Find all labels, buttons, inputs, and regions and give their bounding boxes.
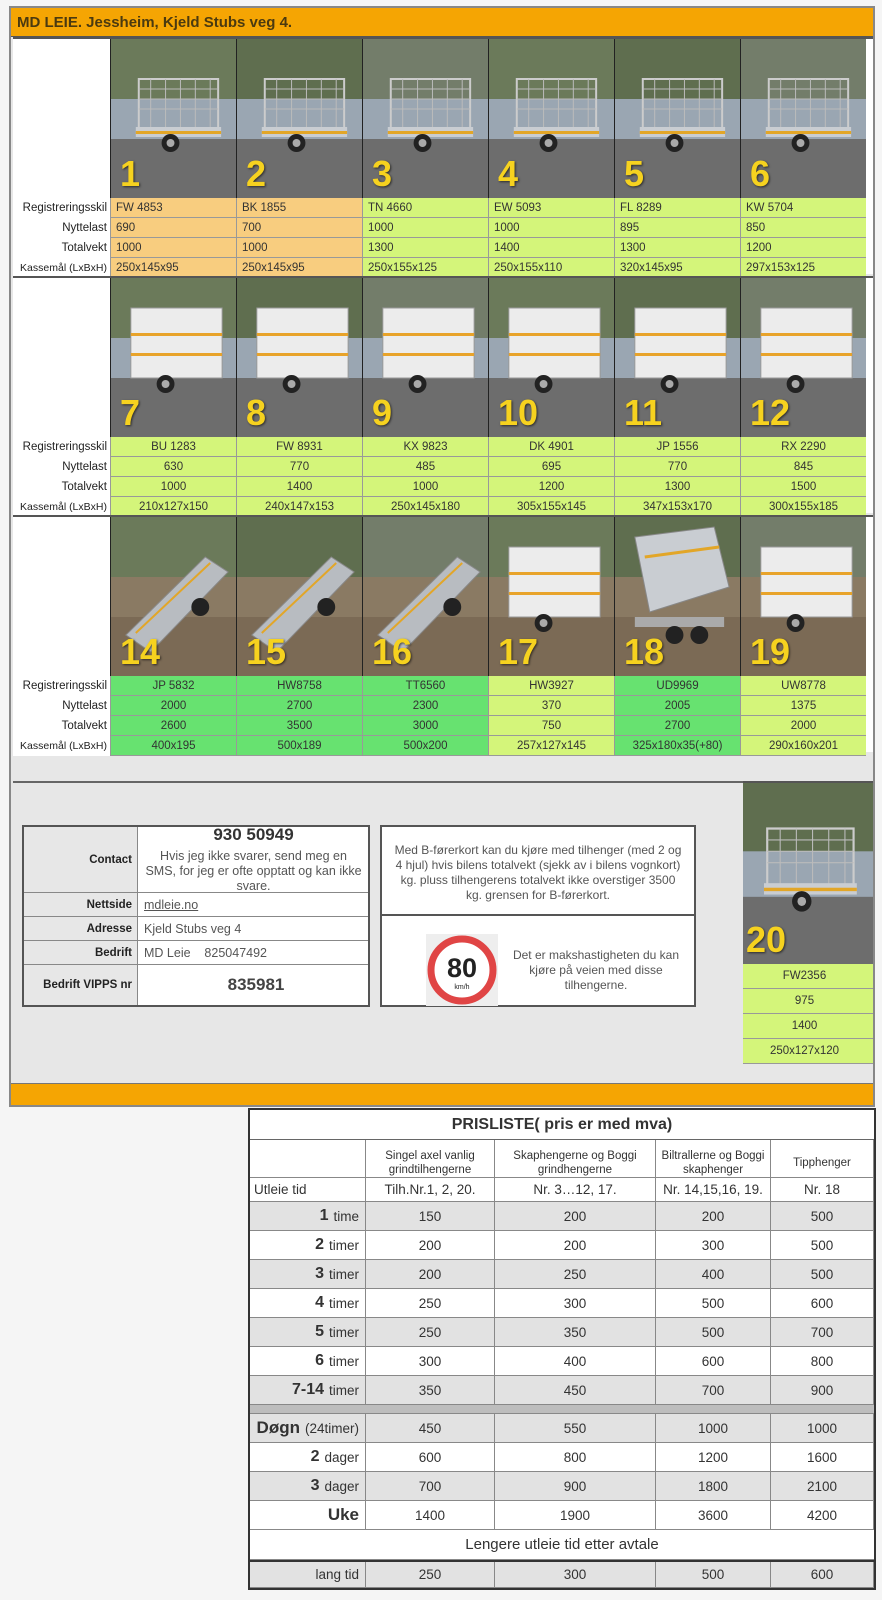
trailer-15-payload: 2700 [236,696,362,716]
trailer-photo-11 [614,278,740,437]
trailer-photo-15 [236,517,362,676]
trailer-photo-7 [110,278,236,437]
trailer-number: 7 [120,392,141,433]
price-value: 300 [366,1347,495,1376]
trailer-8-reg: FW 8931 [236,437,362,457]
price-period [250,1347,366,1376]
trailer-group-3 [13,515,873,752]
row-label-total: Totalvekt [13,477,110,497]
phone-number[interactable]: 930 50949 [213,825,294,844]
trailer-20-dims: 250x127x120 [735,1039,873,1064]
price-value: 500 [771,1260,874,1289]
trailer-photo-10 [488,278,614,437]
address-value: Kjeld Stubs veg 4 [144,921,242,936]
price-value: 200 [495,1231,656,1260]
row-label-payload: Nyttelast [13,218,110,238]
price-period [250,1231,366,1260]
row-label-reg: Registreringsskil [13,198,110,218]
period-number: Døgn [256,1418,300,1437]
price-value: 200 [656,1202,771,1231]
price-value: 500 [771,1231,874,1260]
trailer-1-total: 1000 [110,238,236,258]
trailer-10-payload: 695 [488,457,614,477]
period-unit: (24timer) [304,1420,359,1436]
price-value: 1000 [771,1414,874,1443]
trailer-number: 11 [624,392,663,433]
trailer-photo-12 [740,278,866,437]
trailer-photo-17 [488,517,614,676]
trailer-1-dims: 250x145x95 [110,258,236,278]
contact-box [22,825,370,1007]
trailer-10-total: 1200 [488,477,614,497]
price-list [248,1108,876,1590]
price-period [250,1289,366,1318]
trailer-number: 2 [246,153,267,194]
price-header-blank [250,1140,366,1178]
price-period [250,1501,366,1530]
period-number: 4 [315,1294,324,1311]
row-label-dims: Kassemål (LxBxH) [13,736,110,756]
trailer-number: 19 [750,631,791,672]
trailer-14-payload: 2000 [110,696,236,716]
trailer-19-total: 2000 [740,716,866,736]
period-number: 5 [315,1323,324,1340]
price-value: 3600 [656,1501,771,1530]
trailer-photo-9 [362,278,488,437]
trailer-number: 4 [498,153,519,194]
speed-limit-icon [426,934,498,1006]
long-term-label: lang tid [250,1562,366,1588]
price-col-trailers: Nr. 18 [771,1178,874,1202]
trailer-8-total: 1400 [236,477,362,497]
longer-rental-note: Lengere utleie tid etter avtale [250,1530,874,1560]
price-value: 1600 [771,1443,874,1472]
price-value: 400 [495,1347,656,1376]
price-value: 500 [771,1202,874,1231]
period-unit: timer [329,1382,359,1398]
trailer-20-total: 1400 [735,1014,873,1039]
trailer-5-dims: 320x145x95 [614,258,740,278]
long-term-price: 600 [771,1562,874,1588]
trailer-7-total: 1000 [110,477,236,497]
trailer-photo-3 [362,39,488,198]
price-period [250,1376,366,1405]
trailer-photo-16 [362,517,488,676]
price-value: 700 [771,1318,874,1347]
trailer-12-total: 1500 [740,477,866,497]
trailer-number: 12 [750,392,791,433]
trailer-16-reg: TT6560 [362,676,488,696]
trailer-20-reg: FW2356 [735,964,873,989]
price-value: 800 [495,1443,656,1472]
trailer-9-payload: 485 [362,457,488,477]
trailer-8-payload: 770 [236,457,362,477]
period-number: 2 [315,1236,324,1253]
price-value: 150 [366,1202,495,1231]
long-term-price: 300 [495,1562,656,1588]
trailer-7-dims: 210x127x150 [110,497,236,517]
price-value: 500 [656,1318,771,1347]
price-value: 200 [366,1231,495,1260]
price-value: 900 [495,1472,656,1501]
trailer-3-dims: 250x155x125 [362,258,488,278]
price-col-header: Singel axel vanlig grindtilhengerne [366,1140,495,1178]
trailer-2-dims: 250x145x95 [236,258,362,278]
trailer-12-reg: RX 2290 [740,437,866,457]
price-period [250,1318,366,1347]
footer-bar [11,1083,873,1105]
price-title: PRISLISTE( pris er med mva) [250,1110,874,1140]
price-period [250,1202,366,1231]
trailer-3-payload: 1000 [362,218,488,238]
trailer-11-payload: 770 [614,457,740,477]
period-number: 1 [319,1207,329,1224]
speed-text: Det er makshastigheten du kan kjøre på veien med disse tilhengerne. [512,948,680,992]
trailer-photo-5 [614,39,740,198]
trailer-photo-8 [236,278,362,437]
trailer-15-reg: HW8758 [236,676,362,696]
price-value: 450 [366,1414,495,1443]
speed-sign [426,934,498,1006]
price-period [250,1472,366,1501]
trailer-photo-19 [740,517,866,676]
trailer-7-payload: 630 [110,457,236,477]
row-label-reg: Registreringsskil [13,676,110,696]
contact-note: Hvis jeg ikke svarer, send meg en SMS, for jeg er ofte opptatt og kan ikke svare. [145,849,362,893]
price-value: 600 [771,1289,874,1318]
trailer-16-payload: 2300 [362,696,488,716]
trailer-7-reg: BU 1283 [110,437,236,457]
trailer-6-dims: 297x153x125 [740,258,866,278]
trailer-19-dims: 290x160x201 [740,736,866,756]
contact-label: Contact [24,827,138,892]
trailer-9-total: 1000 [362,477,488,497]
trailer-16-total: 3000 [362,716,488,736]
price-col-trailers: Tilh.Nr.1, 2, 20. [366,1178,495,1202]
trailer-12-payload: 845 [740,457,866,477]
long-term-price: 250 [366,1562,495,1588]
trailer-17-dims: 257x127x145 [488,736,614,756]
trailer-photo-20 [735,781,873,964]
trailer-11-dims: 347x153x170 [614,497,740,517]
price-period [250,1260,366,1289]
row-label-dims: Kassemål (LxBxH) [13,258,110,278]
trailer-number: 18 [624,631,665,672]
trailer-8-dims: 240x147x153 [236,497,362,517]
trailer-18-total: 2700 [614,716,740,736]
trailer-3-total: 1300 [362,238,488,258]
website-link[interactable]: mdleie.no [144,897,199,912]
website-label: Nettside [24,893,138,916]
trailer-19-reg: UW8778 [740,676,866,696]
row-label-payload: Nyttelast [13,457,110,477]
trailer-5-reg: FL 8289 [614,198,740,218]
trailer-14-dims: 400x195 [110,736,236,756]
trailer-photo-18 [614,517,740,676]
trailer-5-total: 1300 [614,238,740,258]
trailer-sheet [9,6,875,1107]
trailer-4-payload: 1000 [488,218,614,238]
rules-box [380,825,696,1007]
row-label-payload: Nyttelast [13,696,110,716]
info-area [13,781,743,1086]
speed-value: 80 [446,953,478,983]
row-label-total: Totalvekt [13,238,110,258]
trailer-9-reg: KX 9823 [362,437,488,457]
trailer-14-total: 2600 [110,716,236,736]
trailer-17-payload: 370 [488,696,614,716]
row-label-dims: Kassemål (LxBxH) [13,497,110,517]
trailer-photo-4 [488,39,614,198]
price-value: 4200 [771,1501,874,1530]
trailer-15-dims: 500x189 [236,736,362,756]
price-separator [250,1405,874,1414]
price-value: 700 [366,1472,495,1501]
price-value: 400 [656,1260,771,1289]
trailer-11-reg: JP 1556 [614,437,740,457]
trailer-14-reg: JP 5832 [110,676,236,696]
period-label: Utleie tid [250,1178,366,1202]
trailer-number: 16 [372,631,413,672]
vipps-label: Bedrift VIPPS nr [24,965,138,1005]
price-col-header: Biltrallerne og Boggi skaphenger [656,1140,771,1178]
trailer-photo-14 [110,517,236,676]
price-value: 200 [495,1202,656,1231]
trailer-6-payload: 850 [740,218,866,238]
company-value: MD Leie 825047492 [144,945,268,960]
price-value: 1200 [656,1443,771,1472]
trailer-photo-2 [236,39,362,198]
price-value: 300 [495,1289,656,1318]
trailer-number: 9 [372,392,393,433]
price-value: 450 [495,1376,656,1405]
trailer-9-dims: 250x145x180 [362,497,488,517]
trailer-11-total: 1300 [614,477,740,497]
price-col-header: Tipphenger [771,1140,874,1178]
trailer-18-payload: 2005 [614,696,740,716]
long-term-price: 500 [656,1562,771,1588]
trailer-group-2 [13,276,873,513]
price-value: 600 [656,1347,771,1376]
trailer-number: 1 [120,153,141,194]
trailer-18-reg: UD9969 [614,676,740,696]
price-value: 550 [495,1414,656,1443]
period-number: 6 [315,1352,324,1369]
trailer-2-total: 1000 [236,238,362,258]
trailer-number: 10 [498,392,539,433]
trailer-12-dims: 300x155x185 [740,497,866,517]
trailer-15-total: 3500 [236,716,362,736]
trailer-10-dims: 305x155x145 [488,497,614,517]
trailer-19-payload: 1375 [740,696,866,716]
trailer-4-total: 1400 [488,238,614,258]
period-unit: timer [329,1237,359,1253]
price-value: 1400 [366,1501,495,1530]
price-value: 500 [656,1289,771,1318]
trailer-number: 8 [246,392,267,433]
price-value: 350 [495,1318,656,1347]
price-value: 600 [366,1443,495,1472]
price-value: 250 [366,1318,495,1347]
trailer-1-reg: FW 4853 [110,198,236,218]
row-label-total: Totalvekt [13,716,110,736]
trailer-20-payload: 975 [735,989,873,1014]
license-text: Med B-førerkort kan du kjøre med tilhenger (med 2 og 4 hjul) hvis bilens totalvekt (sjekk av i bilens vognkort) kg. pluss tilhengerens totalvekt ikke overstiger 3500 kg. grensen for B-førerkort. [382,827,694,916]
address-label: Adresse [24,917,138,940]
trailer-number: 5 [624,153,645,194]
trailer-4-dims: 250x155x110 [488,258,614,278]
trailer-17-reg: HW3927 [488,676,614,696]
period-number: 7-14 [291,1381,324,1398]
trailer-number: 6 [750,153,771,194]
price-col-header: Skaphengerne og Boggi grindhengerne [495,1140,656,1178]
trailer-17-total: 750 [488,716,614,736]
period-unit: timer [329,1295,359,1311]
trailer-number: 3 [372,153,393,194]
trailer-4-reg: EW 5093 [488,198,614,218]
period-number: 3 [315,1265,324,1282]
price-value: 200 [366,1260,495,1289]
price-value: 1000 [656,1414,771,1443]
trailer-2-reg: BK 1855 [236,198,362,218]
period-number: Uke [327,1505,359,1524]
trailer-5-payload: 895 [614,218,740,238]
price-value: 250 [495,1260,656,1289]
page-title: MD LEIE. Jessheim, Kjeld Stubs veg 4. [17,14,293,31]
price-value: 2100 [771,1472,874,1501]
trailer-number: 14 [120,631,161,672]
trailer-16-dims: 500x200 [362,736,488,756]
price-col-trailers: Nr. 14,15,16, 19. [656,1178,771,1202]
price-value: 900 [771,1376,874,1405]
trailer-photo-6 [740,39,866,198]
trailer-10-reg: DK 4901 [488,437,614,457]
price-value: 300 [656,1231,771,1260]
header-bar [11,8,873,37]
price-value: 1900 [495,1501,656,1530]
trailer-2-payload: 700 [236,218,362,238]
trailer-18-dims: 325x180x35(+80) [614,736,740,756]
period-number: 2 [310,1448,320,1465]
trailer-1-payload: 690 [110,218,236,238]
period-unit: timer [329,1266,359,1282]
period-unit: dager [324,1478,359,1494]
period-unit: timer [329,1324,359,1340]
vipps-number: 835981 [227,975,285,994]
trailer-number: 17 [498,631,539,672]
price-col-trailers: Nr. 3…12, 17. [495,1178,656,1202]
trailer-number: 15 [246,631,287,672]
trailer-photo-1 [110,39,236,198]
price-value: 350 [366,1376,495,1405]
price-value: 250 [366,1289,495,1318]
price-value: 800 [771,1347,874,1376]
period-unit: dager [324,1449,359,1465]
trailer-number: 20 [746,919,787,960]
trailer-3-reg: TN 4660 [362,198,488,218]
price-period [250,1443,366,1472]
row-label-reg: Registreringsskil [13,437,110,457]
speed-unit: km/h [454,984,470,991]
price-value: 700 [656,1376,771,1405]
period-unit: timer [329,1353,359,1369]
trailer-6-reg: KW 5704 [740,198,866,218]
price-value: 1800 [656,1472,771,1501]
period-number: 3 [310,1477,320,1494]
period-unit: time [333,1208,359,1224]
trailer-group-1 [13,37,873,274]
trailer-6-total: 1200 [740,238,866,258]
company-label: Bedrift [24,941,138,964]
price-period [250,1414,366,1443]
